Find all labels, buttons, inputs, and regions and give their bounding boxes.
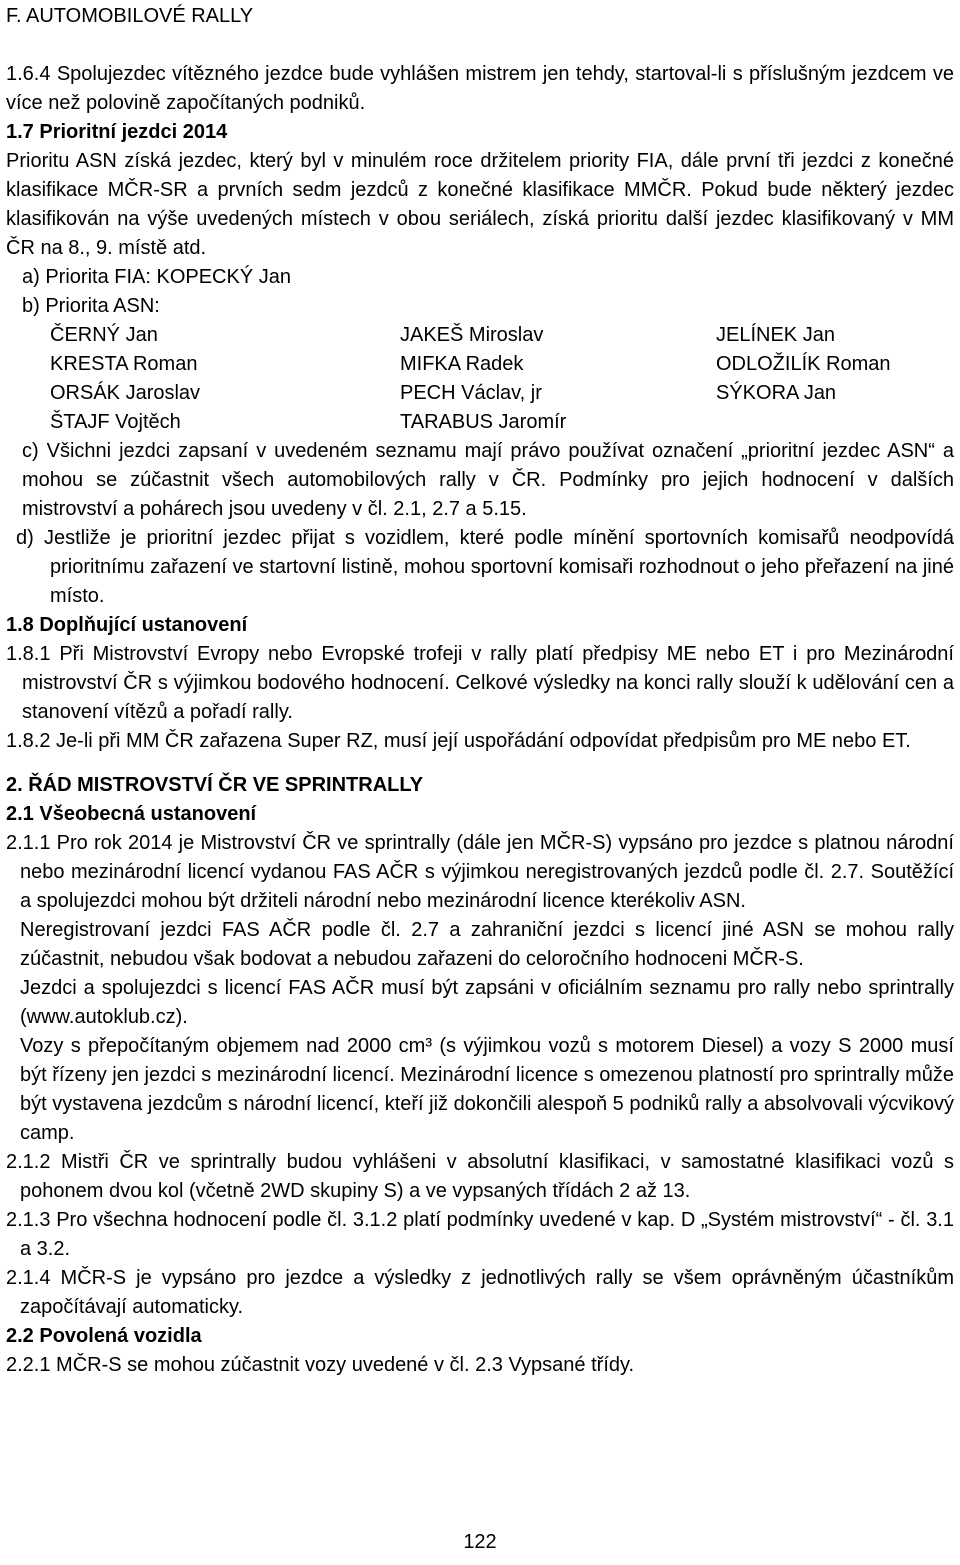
heading-1-7: 1.7 Prioritní jezdci 2014	[6, 121, 228, 143]
name-cell: ŠTAJF Vojtěch	[50, 411, 181, 433]
item-c: c) Všichni jezdci zapsaní v uvedeném seznamu mají právo používat označení „prioritní jezdec ASN“ a mohou se zúčastnit všech automobilových rally v ČR. Podmínky pro jejich hodnocení v dalších mistrovství a pohárech jsou uvedeny v čl. 2.1, 2.7 a 5.15.	[22, 440, 954, 520]
name-cell: SÝKORA Jan	[716, 382, 837, 404]
paragraph-1-6-4: 1.6.4 Spolujezdec vítězného jezdce bude vyhlášen mistrem jen tehdy, startoval-li s příslušným jezdcem ve více než polovině započítaných podniků.	[6, 63, 954, 114]
paragraph-1-8-2: 1.8.2 Je-li při MM ČR zařazena Super RZ, musí její uspořádání odpovídat předpisům pro ME nebo ET.	[6, 730, 911, 752]
name-cell: MIFKA Radek	[400, 353, 524, 375]
paragraph-2-2-1: 2.2.1 MČR-S se mohou zúčastnit vozy uvedené v čl. 2.3 Vypsané třídy.	[6, 1354, 635, 1376]
page-number: 122	[463, 1531, 497, 1553]
name-cell: JELÍNEK Jan	[716, 324, 835, 346]
name-cell: ORSÁK Jaroslav	[50, 382, 201, 404]
heading-2-1: 2.1 Všeobecná ustanovení	[6, 803, 257, 825]
priority-names-grid	[6, 321, 954, 437]
name-cell: JAKEŠ Miroslav	[400, 324, 544, 346]
paragraph-2-1-1-c: Jezdci a spolujezdci s licencí FAS AČR musí být zapsáni v oficiálním seznamu pro rally nebo sprintrally (www.autoklub.cz).	[20, 977, 954, 1028]
item-b: b) Priorita ASN:	[22, 295, 160, 317]
spacer	[6, 756, 954, 771]
name-cell: KRESTA Roman	[50, 353, 198, 375]
section-header: F. AUTOMOBILOVÉ RALLY	[6, 5, 254, 27]
paragraph-1-8-1: 1.8.1 Při Mistrovství Evropy nebo Evropské trofeji v rally platí předpisy ME nebo ET i pro Mezinárodní mistrovství ČR s výjimkou bodového hodnocení. Celkové výsledky na konci rally slouží k udělování cen a stanovení vítězů a pořadí rally.	[6, 643, 954, 723]
item-d: d) Jestliže je prioritní jezdec přijat s vozidlem, které podle mínění sportovních komisařů neodpovídá prioritnímu zařazení ve startovní listině, mohou sportovní komisaři rozhodnout o jeho přeřazení na jiné místo.	[16, 527, 954, 607]
paragraph-2-1-3: 2.1.3 Pro všechna hodnocení podle čl. 3.1.2 platí podmínky uvedené v kap. D „Systém mistrovství“ - čl. 3.1 a 3.2.	[6, 1209, 954, 1260]
paragraph-2-1-1-b: Neregistrovaní jezdci FAS AČR podle čl. 2.7 a zahraniční jezdci s licencí jiné ASN se mohou rally zúčastnit, nebudou však bodovat a nebudou zařazeni do celoročního hodnoceni MČR-S.	[20, 919, 954, 970]
heading-1-8: 1.8 Doplňující ustanovení	[6, 614, 248, 636]
name-cell: ČERNÝ Jan	[50, 324, 158, 346]
paragraph-2-1-1: 2.1.1 Pro rok 2014 je Mistrovství ČR ve sprintrally (dále jen MČR-S) vypsáno pro jezdce s platnou národní nebo mezinárodní licencí vydanou FAS AČR s výjimkou neregistrovaných jezdců podle čl. 2.7. Soutěžící a spolujezdci mohou být držiteli národní nebo mezinárodní licence kterékoliv ASN.	[6, 832, 954, 912]
paragraph-1-7: Prioritu ASN získá jezdec, který byl v minulém roce držitelem priority FIA, dále první tři jezdci z konečné klasifikace MČR-SR a prvních sedm jezdců z konečné klasifikace MMČR. Pokud bude některý jezdec klasifikován na výše uvedených místech v obou seriálech, získá prioritu další jezdec klasifikovaný v MM ČR na 8., 9. místě atd.	[6, 150, 954, 259]
paragraph-2-1-4: 2.1.4 MČR-S je vypsáno pro jezdce a výsledky z jednotlivých rally se všem oprávněným účastníkům započítávají automaticky.	[6, 1267, 954, 1318]
paragraph-2-1-1-d: Vozy s přepočítaným objemem nad 2000 cm³ (s výjimkou vozů s motorem Diesel) a vozy S 2000 musí být řízeny jen jezdci s mezinárodní licencí. Mezinárodní licence s omezenou platností pro sprintrally může být vystavena jezdcům s národní licencí, kteří již dokončili alespoň 5 podniků rally a absolvovali výcvikový camp.	[20, 1035, 954, 1144]
paragraph-2-1-2: 2.1.2 Mistři ČR ve sprintrally budou vyhlášeni v absolutní klasifikaci, v samostatné klasifikaci vozů s pohonem dvou kol (včetně 2WD skupiny S) a ve vypsaných třídách 2 až 13.	[6, 1151, 954, 1202]
heading-2-2: 2.2 Povolená vozidla	[6, 1325, 202, 1347]
name-cell: PECH Václav, jr	[400, 382, 542, 404]
name-cell: ODLOŽILÍK Roman	[716, 353, 891, 375]
spacer	[6, 31, 954, 60]
heading-2: 2. ŘÁD MISTROVSTVÍ ČR VE SPRINTRALLY	[6, 774, 424, 796]
item-a: a) Priorita FIA: KOPECKÝ Jan	[22, 266, 291, 288]
name-cell	[716, 408, 956, 437]
name-cell: TARABUS Jaromír	[400, 411, 567, 433]
document-page	[6, 2, 954, 1380]
